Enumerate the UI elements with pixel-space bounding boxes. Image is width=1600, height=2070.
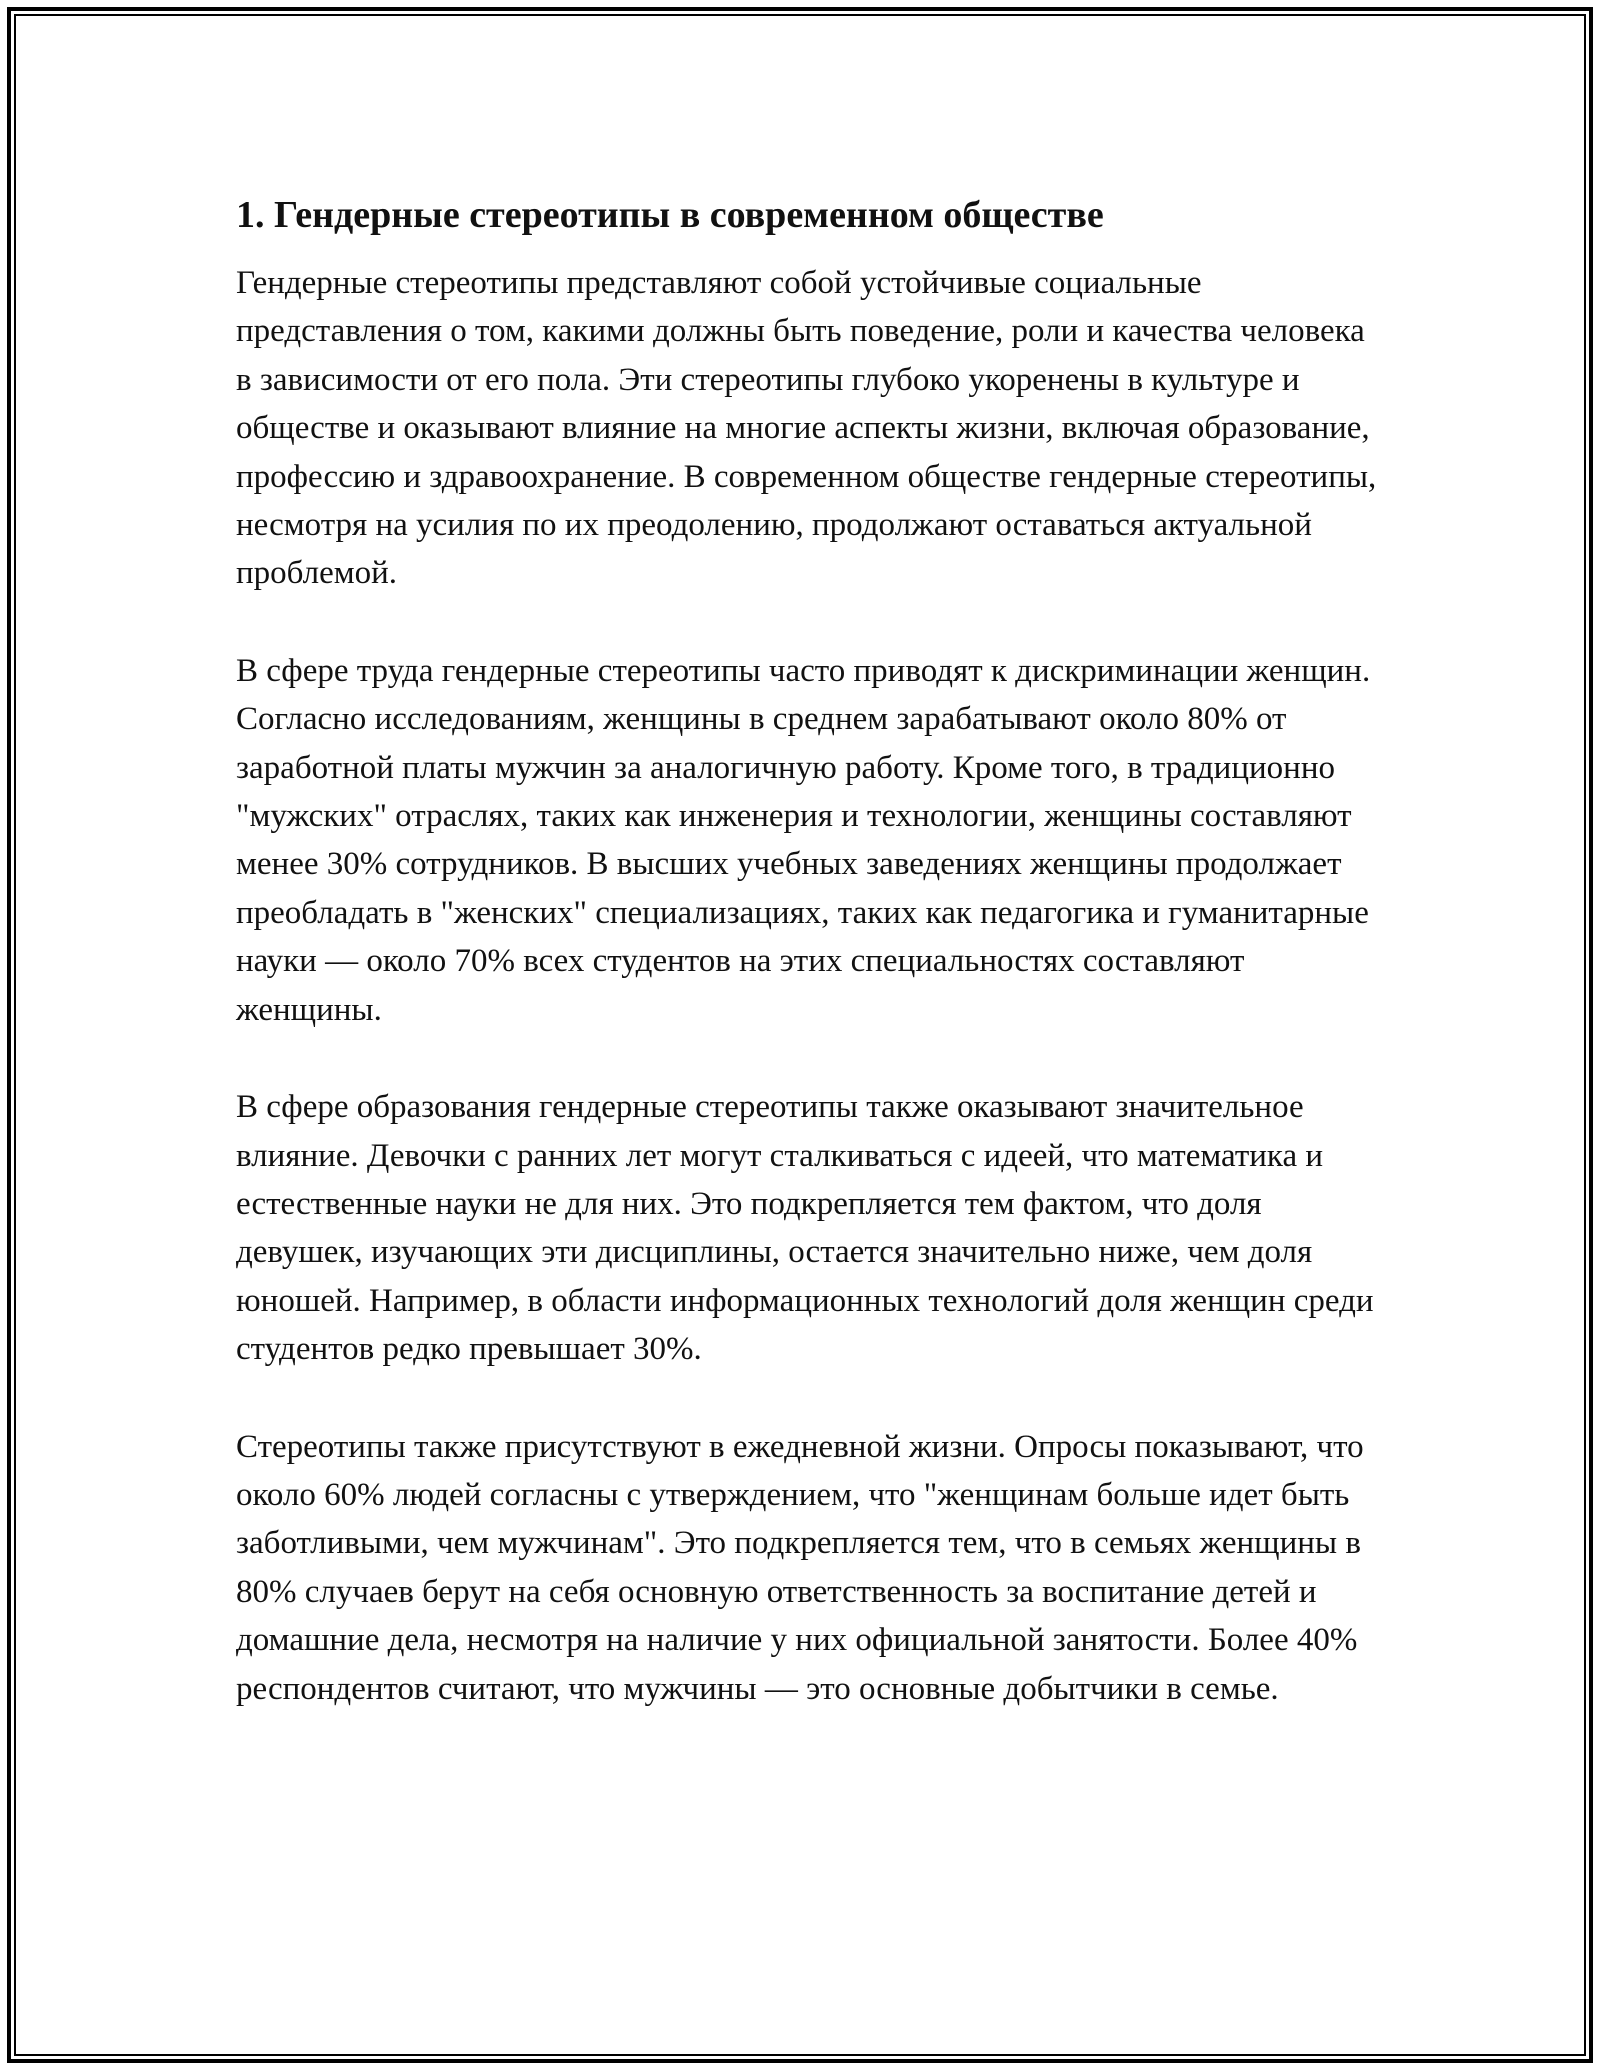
paragraph-intro: Гендерные стереотипы представляют собой устойчивые социальные представления о том, какими должны быть поведение, роли и качества человека в зависимости от его пола. Эти стереотипы глубоко укоренены в культуре и обществе и оказывают влияние на многие аспекты жизни, включая образование, профессию и здравоохранение. В современном обществе гендерные стереотипы, несмотря на усилия по их преодолению, продолжают оставаться актуальной проблемой.	[236, 265, 1377, 592]
section-heading: 1. Гендерные стереотипы в современном обществе	[236, 194, 1104, 236]
document-body	[236, 187, 1386, 1713]
paragraph-work: В сфере труда гендерные стереотипы часто приводят к дискриминации женщин. Согласно исследованиям, женщины в среднем зарабатывают около 80% от заработной платы мужчин за аналогичную работу. Кроме того, в традиционно "мужских" отраслях, таких как инженерия и технологии, женщины составляют менее 30% сотрудников. В высших учебных заведениях женщины продолжает преобладать в "женских" специализациях, таких как педагогика и гуманитарные науки — около 70% всех студентов на этих специальностях составляют женщины.	[236, 652, 1371, 1028]
paragraph-daily-life: Стереотипы также присутствуют в ежедневной жизни. Опросы показывают, что около 60% людей согласны с утверждением, что "женщинам больше идет быть заботливыми, чем мужчинам". Это подкрепляется тем, что в семьях женщины в 80% случаев берут на себя основную ответственность за воспитание детей и домашние дела, несмотря на наличие у них официальной занятости. Более 40% респондентов считают, что мужчины — это основные добытчики в семье.	[236, 1428, 1364, 1707]
paragraph-education: В сфере образования гендерные стереотипы также оказывают значительное влияние. Девочки с ранних лет могут сталкиваться с идеей, что математика и естественные науки не для них. Это подкрепляется тем фактом, что доля девушек, изучающих эти дисциплины, остается значительно ниже, чем доля юношей. Например, в области информационных технологий доля женщин среди студентов редко превышает 30%.	[236, 1089, 1374, 1368]
